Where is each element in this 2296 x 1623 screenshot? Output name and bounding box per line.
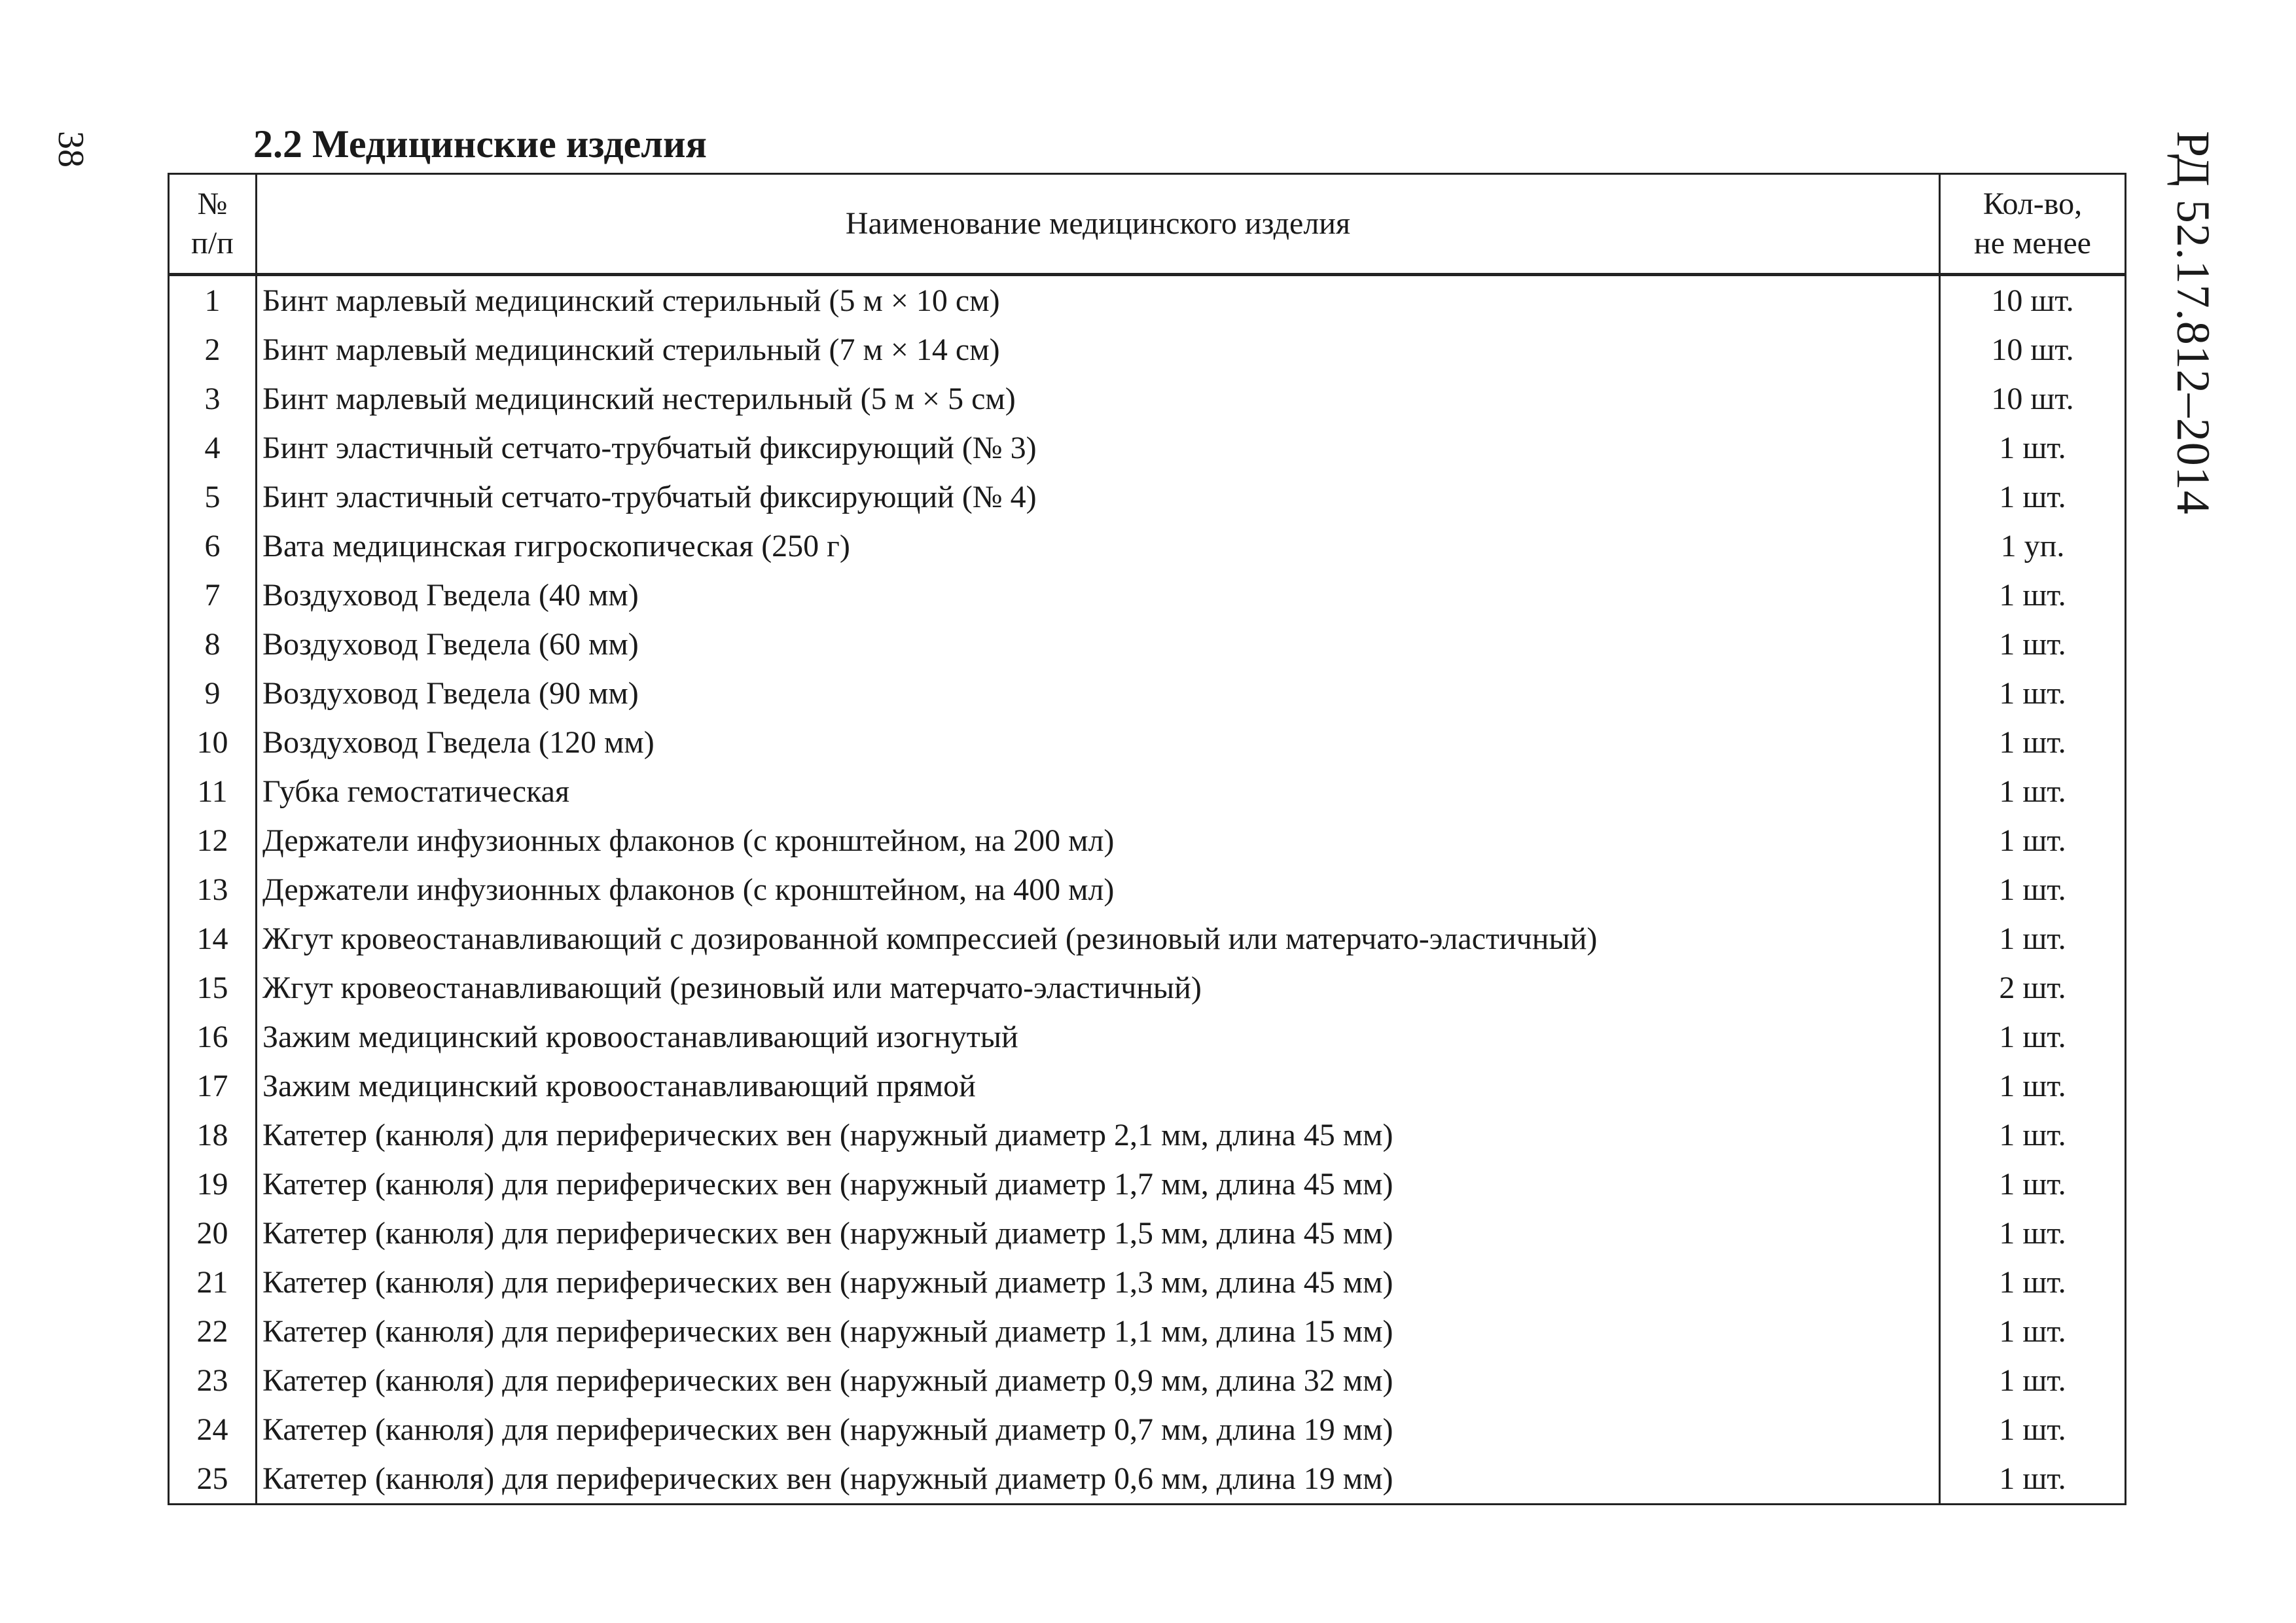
row-name: Катетер (канюля) для периферических вен (наружный диаметр 1,3 мм, длина 45 мм) bbox=[257, 1258, 1940, 1307]
row-quantity: 1 шт. bbox=[1940, 1061, 2126, 1111]
row-name: Держатели инфузионных флаконов (с кронштейном, на 400 мл) bbox=[257, 865, 1940, 914]
table-row bbox=[169, 423, 2126, 473]
header-name: Наименование медицинского изделия bbox=[257, 174, 1940, 275]
table-row bbox=[169, 914, 2126, 963]
row-number: 9 bbox=[169, 669, 257, 718]
row-quantity: 1 шт. bbox=[1940, 1012, 2126, 1061]
row-quantity: 1 шт. bbox=[1940, 914, 2126, 963]
table-row bbox=[169, 571, 2126, 620]
row-quantity: 1 шт. bbox=[1940, 1111, 2126, 1160]
row-quantity: 1 шт. bbox=[1940, 816, 2126, 865]
table-header bbox=[169, 174, 2126, 275]
row-quantity: 1 шт. bbox=[1940, 1258, 2126, 1307]
row-quantity: 1 шт. bbox=[1940, 571, 2126, 620]
table-row bbox=[169, 620, 2126, 669]
row-number: 3 bbox=[169, 374, 257, 423]
row-number: 7 bbox=[169, 571, 257, 620]
row-number: 21 bbox=[169, 1258, 257, 1307]
row-number: 19 bbox=[169, 1160, 257, 1209]
row-name: Бинт эластичный сетчато-трубчатый фиксирующий (№ 4) bbox=[257, 473, 1940, 522]
row-name: Губка гемостатическая bbox=[257, 767, 1940, 816]
row-number: 24 bbox=[169, 1405, 257, 1454]
row-quantity: 1 уп. bbox=[1940, 522, 2126, 571]
row-quantity: 1 шт. bbox=[1940, 1356, 2126, 1405]
row-quantity: 1 шт. bbox=[1940, 865, 2126, 914]
header-row bbox=[169, 174, 2126, 275]
row-quantity: 10 шт. bbox=[1940, 374, 2126, 423]
row-name: Жгут кровеостанавливающий с дозированной компрессией (резиновый или матерчато-эластичный) bbox=[257, 914, 1940, 963]
table-row bbox=[169, 1111, 2126, 1160]
row-quantity: 2 шт. bbox=[1940, 963, 2126, 1012]
row-number: 20 bbox=[169, 1209, 257, 1258]
page-number: 38 bbox=[50, 131, 91, 168]
row-number: 18 bbox=[169, 1111, 257, 1160]
row-quantity: 10 шт. bbox=[1940, 275, 2126, 326]
table-row bbox=[169, 1258, 2126, 1307]
table-row bbox=[169, 522, 2126, 571]
header-number-line2: п/п bbox=[191, 226, 234, 260]
row-number: 8 bbox=[169, 620, 257, 669]
row-name: Катетер (канюля) для периферических вен (наружный диаметр 0,7 мм, длина 19 мм) bbox=[257, 1405, 1940, 1454]
row-number: 1 bbox=[169, 275, 257, 326]
table-row bbox=[169, 1061, 2126, 1111]
row-name: Вата медицинская гигроскопическая (250 г) bbox=[257, 522, 1940, 571]
row-quantity: 1 шт. bbox=[1940, 718, 2126, 767]
table-row bbox=[169, 865, 2126, 914]
row-number: 12 bbox=[169, 816, 257, 865]
row-number: 16 bbox=[169, 1012, 257, 1061]
row-name: Катетер (канюля) для периферических вен (наружный диаметр 1,5 мм, длина 45 мм) bbox=[257, 1209, 1940, 1258]
header-quantity-line2: не менее bbox=[1974, 226, 2091, 260]
table-row bbox=[169, 718, 2126, 767]
table-body bbox=[169, 275, 2126, 1505]
row-number: 10 bbox=[169, 718, 257, 767]
row-name: Бинт эластичный сетчато-трубчатый фиксирующий (№ 3) bbox=[257, 423, 1940, 473]
row-quantity: 10 шт. bbox=[1940, 325, 2126, 374]
row-number: 23 bbox=[169, 1356, 257, 1405]
row-quantity: 1 шт. bbox=[1940, 1307, 2126, 1356]
row-name: Жгут кровеостанавливающий (резиновый или матерчато-эластичный) bbox=[257, 963, 1940, 1012]
table-row bbox=[169, 1160, 2126, 1209]
table-row bbox=[169, 816, 2126, 865]
row-name: Бинт марлевый медицинский нестерильный (5 м × 5 см) bbox=[257, 374, 1940, 423]
table-row bbox=[169, 963, 2126, 1012]
table-row bbox=[169, 374, 2126, 423]
table-row bbox=[169, 275, 2126, 326]
row-number: 5 bbox=[169, 473, 257, 522]
section-title: 2.2 Медицинские изделия bbox=[253, 122, 707, 166]
header-number-line1: № bbox=[197, 187, 228, 221]
row-name: Катетер (канюля) для периферических вен (наружный диаметр 1,7 мм, длина 45 мм) bbox=[257, 1160, 1940, 1209]
row-quantity: 1 шт. bbox=[1940, 620, 2126, 669]
row-name: Зажим медицинский кровоостанавливающий изогнутый bbox=[257, 1012, 1940, 1061]
table-row bbox=[169, 669, 2126, 718]
row-quantity: 1 шт. bbox=[1940, 423, 2126, 473]
row-quantity: 1 шт. bbox=[1940, 669, 2126, 718]
row-number: 15 bbox=[169, 963, 257, 1012]
row-name: Воздуховод Гведела (90 мм) bbox=[257, 669, 1940, 718]
header-quantity-line1: Кол-во, bbox=[1982, 187, 2083, 221]
header-quantity bbox=[1940, 174, 2126, 275]
header-number bbox=[169, 174, 257, 275]
table-row bbox=[169, 1012, 2126, 1061]
table-row bbox=[169, 1356, 2126, 1405]
table-row bbox=[169, 1307, 2126, 1356]
medical-items-table bbox=[168, 173, 2126, 1505]
row-number: 6 bbox=[169, 522, 257, 571]
row-name: Воздуховод Гведела (40 мм) bbox=[257, 571, 1940, 620]
row-name: Держатели инфузионных флаконов (с кронштейном, на 200 мл) bbox=[257, 816, 1940, 865]
row-number: 11 bbox=[169, 767, 257, 816]
table-row bbox=[169, 1405, 2126, 1454]
row-number: 17 bbox=[169, 1061, 257, 1111]
row-name: Бинт марлевый медицинский стерильный (5 м × 10 см) bbox=[257, 275, 1940, 326]
row-number: 14 bbox=[169, 914, 257, 963]
row-name: Бинт марлевый медицинский стерильный (7 м × 14 см) bbox=[257, 325, 1940, 374]
row-name: Воздуховод Гведела (60 мм) bbox=[257, 620, 1940, 669]
table-row bbox=[169, 1209, 2126, 1258]
row-quantity: 1 шт. bbox=[1940, 1209, 2126, 1258]
table-row bbox=[169, 473, 2126, 522]
row-name: Катетер (канюля) для периферических вен (наружный диаметр 1,1 мм, длина 15 мм) bbox=[257, 1307, 1940, 1356]
document-code: РД 52.17.812–2014 bbox=[2167, 131, 2219, 515]
row-quantity: 1 шт. bbox=[1940, 1454, 2126, 1505]
row-name: Зажим медицинский кровоостанавливающий прямой bbox=[257, 1061, 1940, 1111]
table-row bbox=[169, 1454, 2126, 1505]
row-quantity: 1 шт. bbox=[1940, 767, 2126, 816]
row-number: 2 bbox=[169, 325, 257, 374]
row-number: 25 bbox=[169, 1454, 257, 1505]
row-number: 13 bbox=[169, 865, 257, 914]
row-name: Катетер (канюля) для периферических вен (наружный диаметр 2,1 мм, длина 45 мм) bbox=[257, 1111, 1940, 1160]
row-quantity: 1 шт. bbox=[1940, 1405, 2126, 1454]
table-row bbox=[169, 325, 2126, 374]
row-quantity: 1 шт. bbox=[1940, 473, 2126, 522]
row-number: 4 bbox=[169, 423, 257, 473]
row-number: 22 bbox=[169, 1307, 257, 1356]
row-name: Катетер (канюля) для периферических вен (наружный диаметр 0,6 мм, длина 19 мм) bbox=[257, 1454, 1940, 1505]
table-row bbox=[169, 767, 2126, 816]
row-name: Воздуховод Гведела (120 мм) bbox=[257, 718, 1940, 767]
row-quantity: 1 шт. bbox=[1940, 1160, 2126, 1209]
row-name: Катетер (канюля) для периферических вен (наружный диаметр 0,9 мм, длина 32 мм) bbox=[257, 1356, 1940, 1405]
